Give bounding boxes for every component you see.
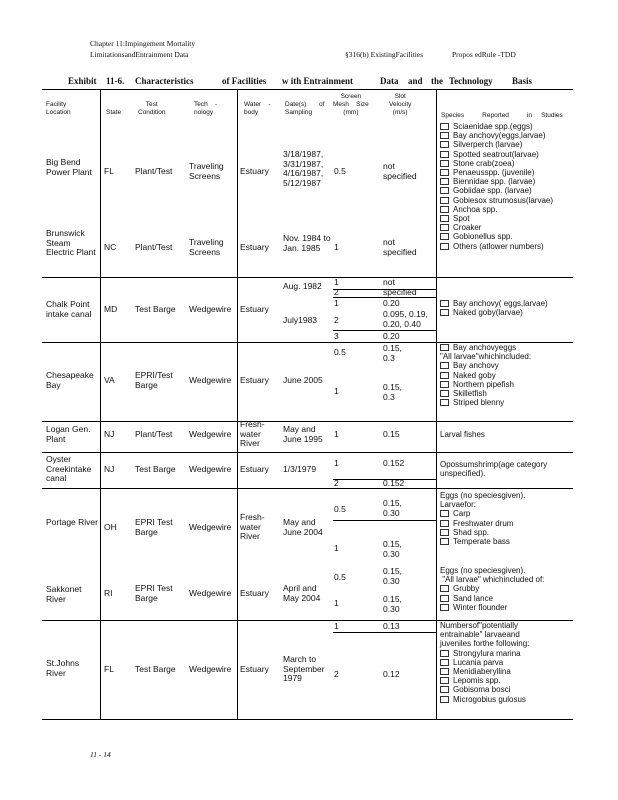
sampling-dates: May and June 1995 (283, 424, 323, 444)
list-item: Gobiesox strumosus(larvae) (440, 196, 553, 205)
mesh-size: 0.5 (334, 504, 346, 514)
checkbox-icon (440, 538, 449, 545)
checkbox-icon (440, 309, 449, 316)
checkbox-icon (440, 160, 449, 167)
list-item: Microgobius gulosus (440, 695, 529, 704)
exhibit-title-7: Technology (449, 76, 493, 86)
checkbox-icon (440, 696, 449, 703)
state: FL (104, 166, 114, 176)
list-item: Lucania parva (440, 658, 529, 667)
chapter-subtitle: LimitationsandEntrainment Data (90, 50, 189, 59)
state: VA (104, 375, 115, 385)
list-item: Biennidae spp. (larvae) (440, 177, 553, 186)
checkbox-icon (440, 132, 449, 139)
list-item: Silverperch (larvae) (440, 140, 553, 149)
species-intro: "All larvae"whichincluded: (440, 352, 532, 362)
subrow-divider (333, 520, 436, 521)
state: OH (104, 522, 117, 532)
test-condition: EPRI Test Barge (135, 517, 173, 537)
row-divider (42, 488, 573, 489)
mesh-size: 1 (334, 242, 339, 252)
technology: Wedgewire (189, 429, 232, 439)
technology: Wedgewire (189, 304, 232, 314)
exhibit-title-2: of Facilities (222, 76, 267, 86)
species-intro: Eggs (no speciesgiven). "All larvae" whichincluded of: (440, 566, 545, 585)
slot-velocity: not specified (383, 161, 417, 181)
mesh-size: 0.5 (334, 166, 346, 176)
sampling-dates: May and June 2004 (283, 517, 323, 537)
species-list (440, 122, 553, 251)
row-divider (42, 277, 573, 278)
list-item: Winter flounder (440, 603, 544, 612)
mesh-size: 2 (334, 669, 339, 679)
checkbox-icon (440, 510, 449, 517)
sampling-dates: Aug. 1982 (283, 281, 322, 291)
col-header-species: Species Reported in Studies (441, 112, 563, 119)
exhibit-title-8: Basis (512, 76, 533, 86)
exhibit-title-4: Data (380, 76, 399, 86)
test-condition: Test Barge (135, 464, 176, 474)
row-divider (42, 452, 573, 453)
waterbody: Estuary (240, 375, 269, 385)
list-item: Naked goby(larvae) (440, 308, 548, 317)
test-condition: EPRI Test Barge (135, 583, 173, 603)
facility-name: St.Johns River (46, 658, 80, 678)
checkbox-icon (440, 300, 449, 307)
state: NC (104, 242, 117, 252)
list-item: Freshwater drum (440, 519, 525, 528)
row-divider (42, 421, 573, 422)
checkbox-icon (440, 585, 449, 592)
slot-velocity: 0.15, 0.30 (383, 594, 402, 614)
waterbody: Estuary (240, 166, 269, 176)
exhibit-label: Exhibit (68, 76, 97, 86)
col-header-facility: Facility Location (46, 101, 71, 116)
checkbox-icon (440, 243, 449, 250)
waterbody: Estuary (240, 242, 269, 252)
waterbody: Fresh- water River (240, 512, 265, 541)
slot-velocity: 0.095, 0.19, 0.20, 0.40 (383, 309, 428, 329)
slot-velocity: 0.13 (383, 621, 400, 631)
technology: Traveling Screens (189, 237, 224, 257)
section-ref: §316(b) ExistingFacilities (345, 50, 424, 59)
list-item: Spot (440, 214, 553, 223)
checkbox-icon (440, 650, 449, 657)
list-item: Stone crab(zoea) (440, 159, 553, 168)
checkbox-icon (440, 390, 449, 397)
list-item: Lepomis spp. (440, 676, 529, 685)
exhibit-title-3: w ith Entrainment (282, 76, 354, 86)
species-text: Opossumshrimp(age category unspecified). (440, 460, 548, 479)
checkbox-icon (440, 595, 449, 602)
facility-name: Portage River (46, 517, 98, 527)
species-sublist (440, 584, 544, 612)
waterbody: Fresh- water River (240, 419, 265, 448)
list-item: Striped blenny (440, 398, 531, 407)
col-header-test: Test Condition (138, 101, 166, 116)
species-list (440, 621, 529, 704)
mesh-size: 1 (334, 298, 339, 308)
checkbox-icon (440, 169, 449, 176)
checkbox-icon (440, 362, 449, 369)
waterbody: Estuary (240, 304, 269, 314)
slot-velocity: 0.152 (383, 478, 405, 488)
exhibit-title-5: and (408, 76, 423, 86)
slot-velocity: not specified (383, 237, 417, 257)
page-number: 11 - 14 (90, 750, 111, 759)
col-divider (237, 89, 238, 719)
list-item: Temperate bass (440, 537, 525, 546)
list-item: Northern pipefish (440, 380, 531, 389)
list-item: Sand lance (440, 594, 544, 603)
checkbox-icon (440, 206, 449, 213)
checkbox-icon (440, 187, 449, 194)
mesh-size: 1 (334, 386, 339, 396)
checkbox-icon (440, 659, 449, 666)
species-sublist (440, 509, 525, 546)
list-item: Strongylura marina (440, 649, 529, 658)
mesh-size: 1 (334, 277, 339, 287)
list-item: Shad spp. (440, 528, 525, 537)
col-header-mesh: Screen Mesh Size (mm) (333, 93, 369, 116)
waterbody: Estuary (240, 588, 269, 598)
technology: Traveling Screens (189, 161, 224, 181)
facility-name: Brunswick Steam Electric Plant (46, 228, 96, 257)
list-item: Sciaenidae spp.(eggs) (440, 122, 553, 131)
checkbox-icon (440, 197, 449, 204)
slot-velocity: 0.12 (383, 669, 400, 679)
mesh-size: 1 (334, 621, 339, 631)
mesh-size: 2 (334, 287, 339, 297)
col-header-tech: Tech - nology (194, 101, 218, 116)
checkbox-icon (440, 686, 449, 693)
checkbox-icon (440, 604, 449, 611)
checkbox-icon (440, 215, 449, 222)
facility-name: Chesapeake Bay (46, 370, 94, 390)
col-header-velocity: Slot Velocity (m/s) (389, 93, 412, 116)
state: MD (104, 304, 118, 314)
slot-velocity: 0.15, 0.30 (383, 498, 402, 518)
slot-velocity: 0.15 (383, 429, 400, 439)
list-item: Gobisoma bosci (440, 685, 529, 694)
mesh-size: 1 (334, 429, 339, 439)
mesh-size: 0.5 (334, 347, 346, 357)
species-sublist (440, 649, 529, 704)
checkbox-icon (440, 668, 449, 675)
slot-velocity: 0.15, 0.3 (383, 382, 402, 402)
checkbox-icon (440, 677, 449, 684)
exhibit-number: 11-6. (106, 76, 125, 86)
checkbox-icon (440, 344, 449, 351)
test-condition: Plant/Test (135, 166, 173, 176)
sampling-dates: 3/18/1987, 3/31/1987, 4/16/1987, 5/12/1987 (283, 149, 324, 188)
sampling-dates: Nov. 1984 to Jan. 1985 (283, 233, 331, 253)
sampling-dates: July1983 (283, 315, 318, 325)
col-header-state: State (106, 109, 122, 116)
checkbox-icon (440, 178, 449, 185)
col-divider (100, 89, 101, 719)
mesh-size: 1 (334, 543, 339, 553)
slot-velocity: 0.15, 0.30 (383, 566, 402, 586)
technology: Wedgewire (189, 464, 232, 474)
list-item: Bay anchovyeggs (440, 343, 531, 352)
species-sublist (440, 361, 531, 407)
list-item: Spotted seatrout(larvae) (440, 150, 553, 159)
facility-name: Logan Gen. Plant (46, 424, 91, 444)
rule-ref: Propos edRule -TDD (452, 50, 516, 59)
table-bottom-rule (42, 719, 573, 720)
list-item: Menidiaberyllina (440, 667, 529, 676)
state: FL (104, 664, 114, 674)
list-item: Gobiidae spp. (larvae) (440, 186, 553, 195)
sampling-dates: June 2005 (283, 375, 323, 385)
species-text: Larval fishes (440, 430, 485, 439)
sampling-dates: 1/3/1979 (283, 464, 317, 474)
subrow-divider (333, 632, 436, 633)
list-item: Croaker (440, 223, 553, 232)
checkbox-icon (440, 123, 449, 130)
test-condition: EPRI/Test Barge (135, 370, 173, 390)
technology: Wedgewire (189, 375, 232, 385)
technology: Wedgewire (189, 588, 232, 598)
checkbox-icon (440, 399, 449, 406)
list-item: Bay anchovy(eggs,larvae) (440, 131, 553, 140)
exhibit-title-6: the (431, 76, 443, 86)
mesh-size: 1 (334, 598, 339, 608)
mesh-size: 2 (334, 478, 339, 488)
test-condition: Test Barge (135, 664, 176, 674)
list-item: Gobionellus spp. (440, 232, 553, 241)
mesh-size: 1 (334, 458, 339, 468)
species-intro: Eggs (no speciesgiven). Larvaefor: (440, 491, 526, 510)
mesh-size: 3 (334, 331, 339, 341)
slot-velocity: 0.20 (383, 298, 400, 308)
list-item: Skilletfish (440, 389, 531, 398)
checkbox-icon (440, 141, 449, 148)
list-item: Penaeusspp. (juvenile) (440, 168, 553, 177)
checkbox-icon (440, 224, 449, 231)
checkbox-icon (440, 381, 449, 388)
facility-name: Sakkonet River (46, 584, 82, 604)
test-condition: Test Barge (135, 304, 176, 314)
checkbox-icon (440, 529, 449, 536)
checkbox-icon (440, 151, 449, 158)
checkbox-icon (440, 520, 449, 527)
slot-velocity: 0.15, 0.3 (383, 343, 402, 363)
list-item: Naked goby (440, 371, 531, 380)
state: NJ (104, 429, 115, 439)
list-item: Carp (440, 509, 525, 518)
species-list (440, 343, 531, 407)
waterbody: Estuary (240, 464, 269, 474)
slot-velocity: 0.20 (383, 331, 400, 341)
mesh-size: 2 (334, 315, 339, 325)
facility-name: Big Bend Power Plant (46, 157, 92, 177)
checkbox-icon (440, 233, 449, 240)
checkbox-icon (440, 372, 449, 379)
list-item: Grubby (440, 584, 544, 593)
facility-name: Chalk Point intake canal (46, 299, 92, 319)
col-divider (436, 89, 437, 719)
list-item: Bay anchovy( eggs,larvae) (440, 299, 548, 308)
test-condition: Plant/Test (135, 429, 173, 439)
sampling-dates: April and May 2004 (283, 583, 321, 603)
state: NJ (104, 464, 115, 474)
table-top-rule (42, 89, 573, 90)
slot-velocity: not specified (383, 277, 417, 297)
list-item: Anchoa spp. (440, 205, 553, 214)
species-intro: Numbersof"potentially entrainable" larvaeand juveniles forthe following: (440, 621, 530, 649)
technology: Wedgewire (189, 664, 232, 674)
slot-velocity: 0.15, 0.30 (383, 539, 402, 559)
waterbody: Estuary (240, 664, 269, 674)
state: RI (104, 588, 113, 598)
col-header-water: Water - body (244, 101, 271, 116)
list-item: Bay anchovy (440, 361, 531, 370)
technology: Wedgewire (189, 522, 232, 532)
sampling-dates: March to September 1979 (283, 654, 325, 683)
list-item: Others (atlower numbers) (440, 242, 553, 251)
mesh-size: 0.5 (334, 572, 346, 582)
chapter-title: Chapter 11:Impingement Mortality (90, 39, 196, 48)
slot-velocity: 0.152 (383, 458, 405, 468)
species-list (440, 566, 544, 612)
species-list (440, 299, 548, 317)
test-condition: Plant/Test (135, 242, 173, 252)
facility-name: Oyster Creekintake canal (46, 454, 92, 483)
col-header-dates: Date(s) of Sampling (285, 101, 325, 116)
species-list (440, 491, 525, 546)
exhibit-title-1: Characteristics (135, 76, 194, 86)
